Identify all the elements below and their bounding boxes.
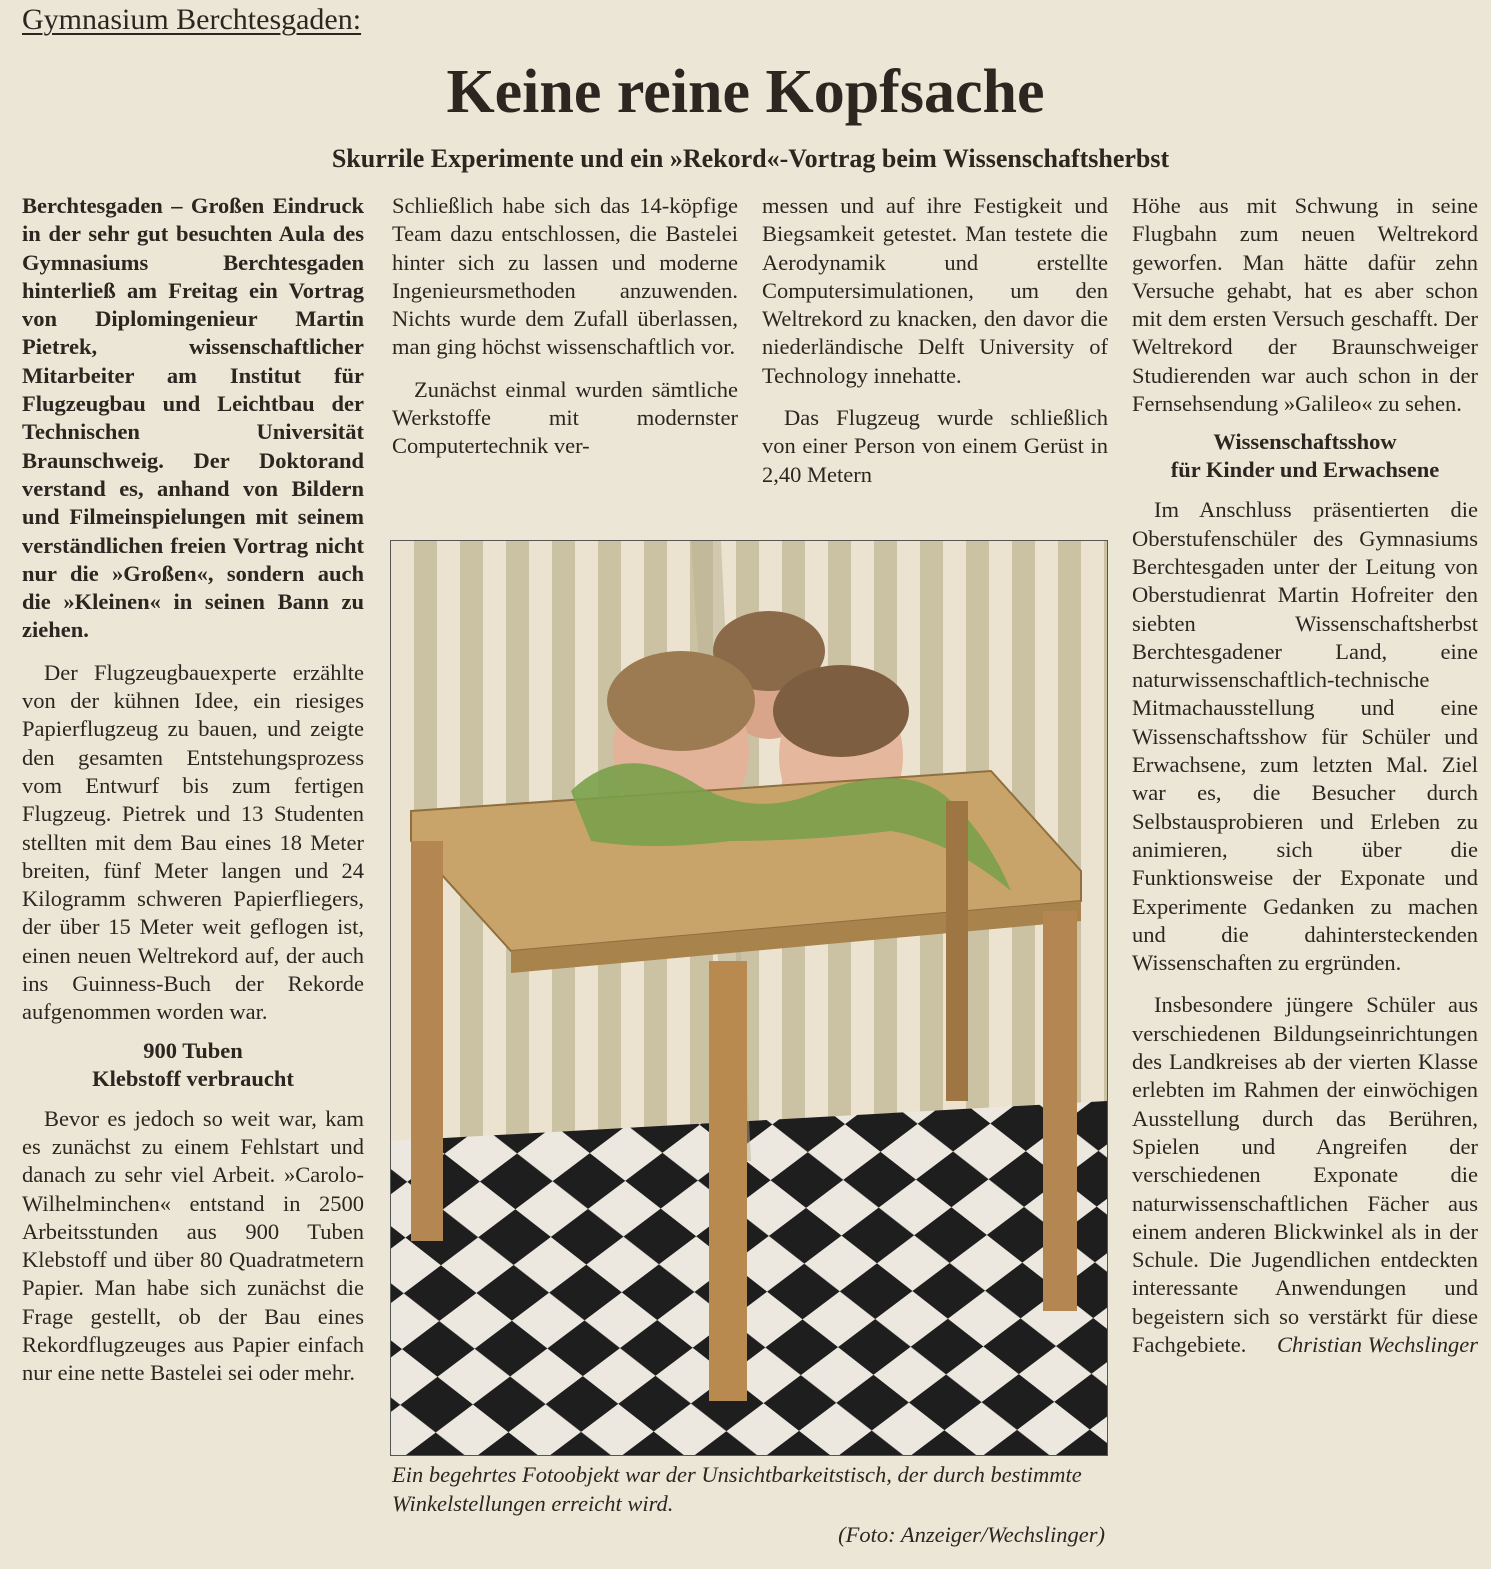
paragraph: Schließlich habe sich das 14-köpfige Team dazu entschlossen, die Bastelei hinter sich zu lassen und moderne Ingenieursmethoden anzuwenden. Nichts wurde dem Zufall überlassen, man ging höchst wissenschaftlich vor.	[392, 193, 738, 360]
kicker: Gymnasium Berchtesgaden:	[22, 3, 362, 36]
subhead-line: für Kinder und Erwachsene	[1170, 457, 1440, 483]
paragraph: Höhe aus mit Schwung in seine Flugbahn zum neuen Weltrekord geworfen. Man hätte dafür zehn Versuche gehabt, hat es aber schon mit dem ersten Versuch geschafft. Der Weltrekord der Braunschweiger Studierenden war auch schon in der Fernsehsendung »Galileo« zu sehen.	[1132, 193, 1478, 417]
headline: Keine reine Kopfsache	[446, 58, 1045, 126]
column-3	[762, 192, 1108, 489]
paragraph: Bevor es jedoch so weit war, kam es zunächst zu einem Fehlstart und danach zu sehr viel Arbeit. »Carolo-Wilhelminchen« entstand in 2500 Arbeitsstunden aus 900 Tuben Klebstoff und über 80 Quadratmetern Papier. Man habe sich zunächst die Frage gestellt, ob der Bau eines Rekordflugzeuges aus Papier einfach nur eine nette Bastelei sei oder mehr.	[22, 1105, 364, 1386]
author: Christian Wechslinger	[1276, 1331, 1478, 1357]
table-leg	[1043, 911, 1077, 1311]
subheadline: Skurrile Experimente und ein »Rekord«-Vortrag beim Wissenschaftsherbst	[331, 144, 1170, 173]
paragraph: messen und auf ihre Festigkeit und Biegsamkeit getestet. Man testete die Aerodynamik und erstellte Computersimulationen, um den Weltrekord zu knacken, den davor die niederländische Delft University of Technology innehatte.	[762, 193, 1108, 388]
paragraph-text: Insbesondere jüngere Schüler aus verschiedenen Bildungseinrichtungen des Landkreises ab der vierten Klasse erlebten im Rahmen der einwöchigen Ausstellung durch das Berühren, Spielen und Angreifen der verschiedenen Exponate die naturwissenschaftlichen Fächer aus einem anderen Blickwinkel als in der Schule. Die Jugendlichen entdeckten interessante Anwendungen und begeistern sich so verstärkt für diese Fachgebiete.	[1132, 992, 1478, 1357]
column-1	[22, 192, 364, 1388]
paragraph: Im Anschluss präsentierten die Oberstufenschüler des Gymnasiums Berchtesgaden unter der Leitung von Oberstudienrat Martin Hofreiter den siebten Wissenschaftsherbst Berchtesgadener Land, eine naturwissenschaftlich-technische Mitmachausstellung und eine Wissenschaftsshow für Schüler und Erwachsene, zum letzten Mal. Ziel war es, die Besucher durch Selbstausprobieren und Erleben zu animieren, sich über die Funktionsweise der Exponate und Experimente Gedanken zu machen und die dahintersteckenden Wissenschaften zu ergründen.	[1132, 497, 1478, 976]
table-leg	[946, 801, 968, 1101]
subhead-line: Wissenschaftsshow	[1213, 429, 1397, 455]
subhead-line: 900 Tuben	[143, 1037, 243, 1063]
paragraph: Der Flugzeugbauexperte erzählte von der kühnen Idee, ein riesiges Papierflugzeug zu bauen, und zeigte den gesamten Entstehungsprozess vom Entwurf bis zum fertigen Flugzeug. Pietrek und 13 Studenten stellten mit dem Bau eines 18 Meter breiten, fünf Meter langen und 24 Kilogramm schweren Papierfliegers, der über 15 Meter weit geflogen ist, einen neuen Weltrekord auf, der auch ins Guinness-Buch der Rekorde aufgenommen worden war.	[22, 659, 364, 1025]
lead-paragraph: Berchtesgaden – Großen Eindruck in der sehr gut besuchten Aula des Gymnasiums Berchtesgaden hinterließ am Freitag ein Vortrag von Diplomingenieur Martin Pietrek, wissenschaftlicher Mitarbeiter am Institut für Flugzeugbau und Leichtbau der Technischen Universität Braunschweig. Der Doktorand verstand es, anhand von Bildern und Filmeinspielungen mit seinem verständlichen freien Vortrag nicht nur die »Großen«, sondern auch die »Kleinen« in seinen Bann zu ziehen.	[22, 193, 364, 643]
subhead-wissenschaftsshow	[1132, 428, 1478, 484]
photo-caption: Ein begehrtes Fotoobjekt war der Unsichtbarkeitstisch, der durch bestimmte Winkelstellungen erreicht wird.	[392, 1462, 1082, 1516]
paragraph	[1132, 991, 1478, 1359]
table-leg	[709, 961, 747, 1401]
paragraph: Das Flugzeug wurde schließlich von einer Person von einem Gerüst in 2,40 Metern	[762, 405, 1108, 487]
subhead-line: Klebstoff verbraucht	[92, 1065, 294, 1091]
column-2	[392, 192, 738, 461]
paragraph: Zunächst einmal wurden sämtliche Werkstoffe mit modernster Computertechnik ver-	[392, 376, 738, 459]
photo-credit: (Foto: Anzeiger/Wechslinger)	[838, 1522, 1105, 1547]
table-leg	[411, 841, 443, 1241]
subhead-tuben	[22, 1037, 364, 1093]
column-4	[1132, 192, 1478, 1359]
article-photo	[390, 540, 1108, 1456]
